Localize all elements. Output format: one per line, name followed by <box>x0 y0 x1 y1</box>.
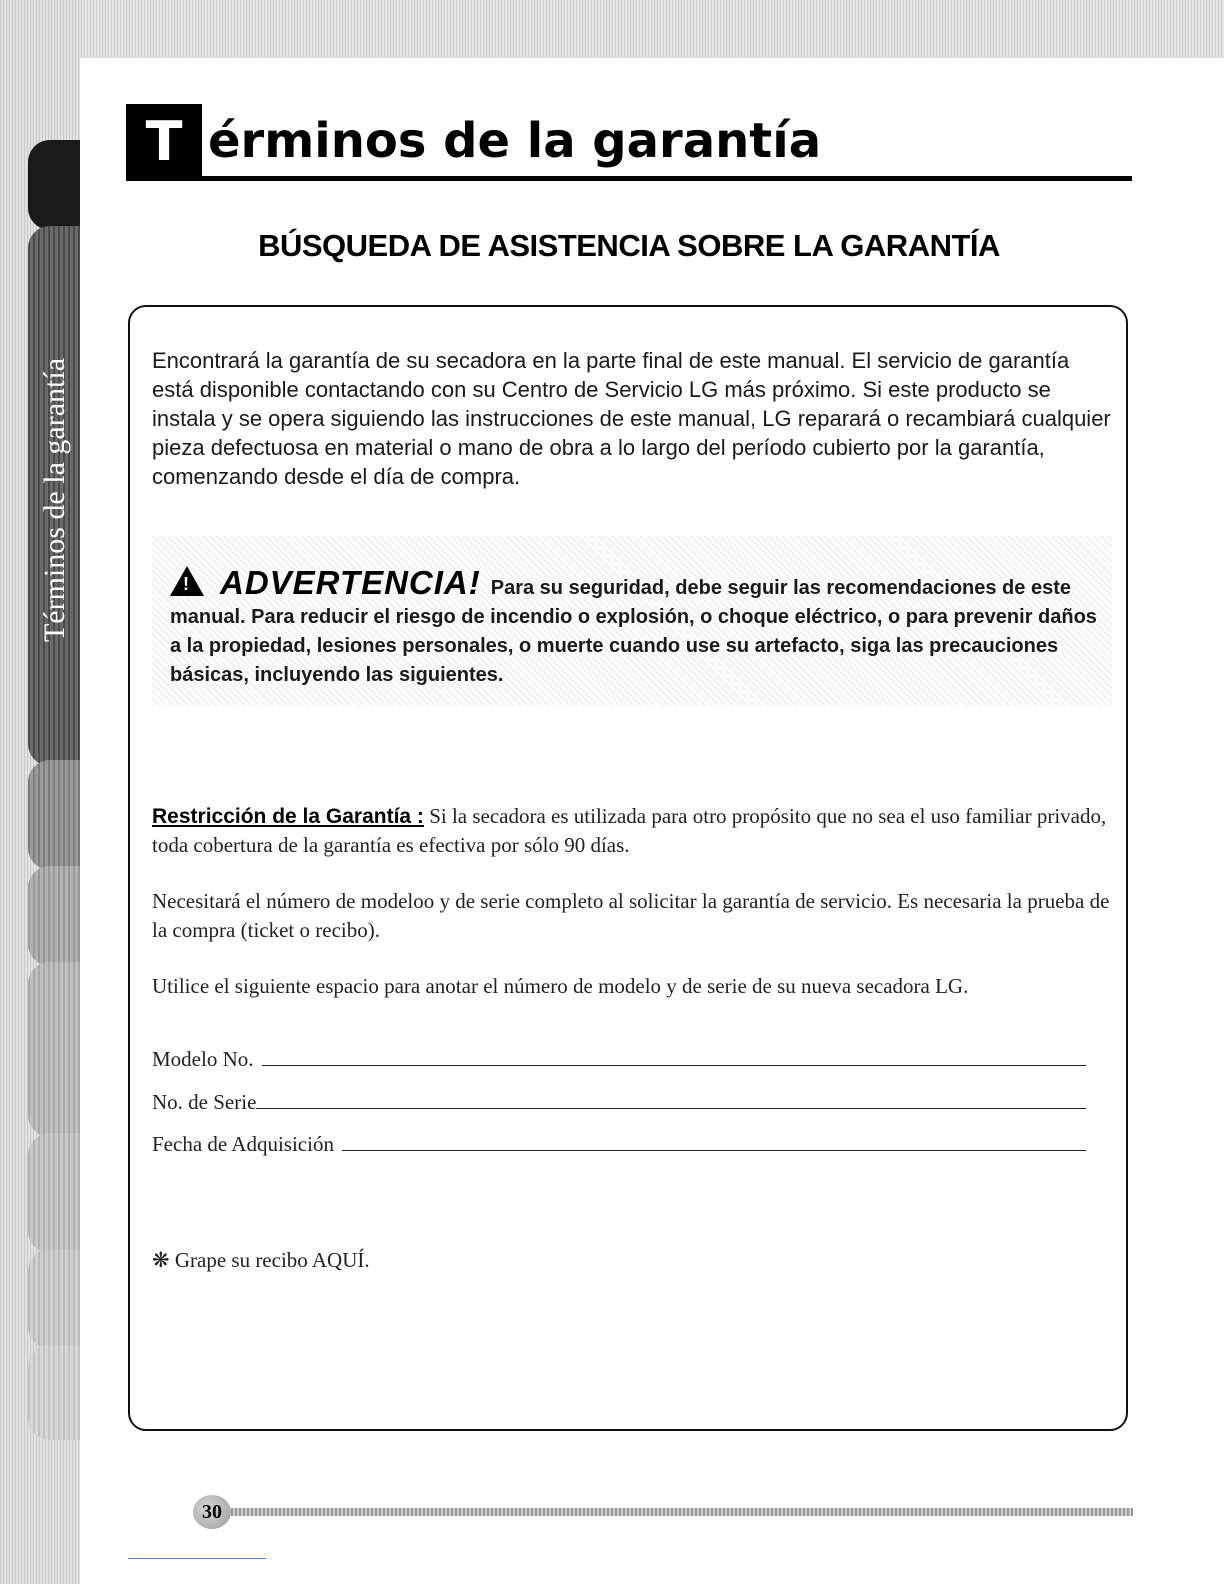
title-text: érminos de la garantía <box>208 113 822 169</box>
staple-receipt-note: ❋ Grape su recibo AQUÍ. <box>152 1248 370 1272</box>
footer-link-line <box>128 1558 266 1559</box>
serial-info-paragraph: Necesitará el número de modeloo y de serie completo al solicitar la garantía de servicio. Es necesaria la prueba de la compra (ticket o recibo). <box>152 889 1110 942</box>
serial-number-field <box>152 1083 1086 1115</box>
serial-number-label: No. de Serie <box>152 1090 257 1114</box>
page-frame-top <box>0 0 1224 58</box>
title-initial: T <box>145 110 183 173</box>
side-tab <box>28 866 80 966</box>
side-tab-label: Términos de la garantía <box>38 357 71 643</box>
side-tab <box>28 962 80 1137</box>
intro-paragraph: Encontrará la garantía de su secadora en la parte final de este manual. El servicio de garantía está disponible contactando con su Centro de Servicio LG más próximo. Si este producto se instala y se opera siguiendo las instrucciones de este manual, LG reparará o recambiará cualquier pieza defectuosa en material o mano de obra a lo largo del período cubierto por la garantía, comenzando desde el día de compra. <box>152 348 1111 489</box>
warning-heading: ADVERTENCIA! <box>220 564 481 601</box>
page-title <box>126 104 1132 181</box>
purchase-date-field <box>152 1125 1086 1157</box>
purchase-date-label: Fecha de Adquisición <box>152 1132 334 1156</box>
footer-rule <box>231 1508 1133 1516</box>
side-tab <box>28 1345 80 1440</box>
restriction-text: Si la secadora es utilizada para otro propósito que no sea el uso familiar privado, toda cobertura de la garantía es efectiva por sólo 90 días. <box>152 804 1107 857</box>
purchase-date-line <box>342 1150 1086 1151</box>
model-number-field <box>152 1040 1086 1072</box>
record-info-paragraph: Utilice el siguiente espacio para anotar el número de modelo y de serie de su nueva secadora LG. <box>152 974 969 998</box>
page-number: 30 <box>202 1500 222 1523</box>
model-number-line <box>262 1065 1087 1066</box>
restriction-paragraph <box>152 802 1112 860</box>
side-tab <box>28 760 80 870</box>
warning-text: Para su seguridad, debe seguir las recomendaciones de este manual. Para reducir el riesgo de incendio o explosión, o choque eléctrico, o para prevenir daños a la propiedad, lesiones personales, o muerte cuando use su artefacto, siga las precauciones básicas, incluyendo las siguientes. <box>170 577 1097 686</box>
model-number-label: Modelo No. <box>152 1047 254 1071</box>
section-subtitle: BÚSQUEDA DE ASISTENCIA SOBRE LA GARANTÍA <box>258 228 1000 263</box>
warning-triangle-icon <box>170 566 204 596</box>
serial-number-line <box>256 1108 1086 1109</box>
side-tab <box>28 1133 80 1253</box>
side-tab <box>28 1249 80 1349</box>
restriction-label: Restricción de la Garantía : <box>152 805 424 828</box>
warning-block <box>170 566 1110 690</box>
page-number-badge <box>193 1495 231 1529</box>
side-tab-active <box>28 140 80 230</box>
